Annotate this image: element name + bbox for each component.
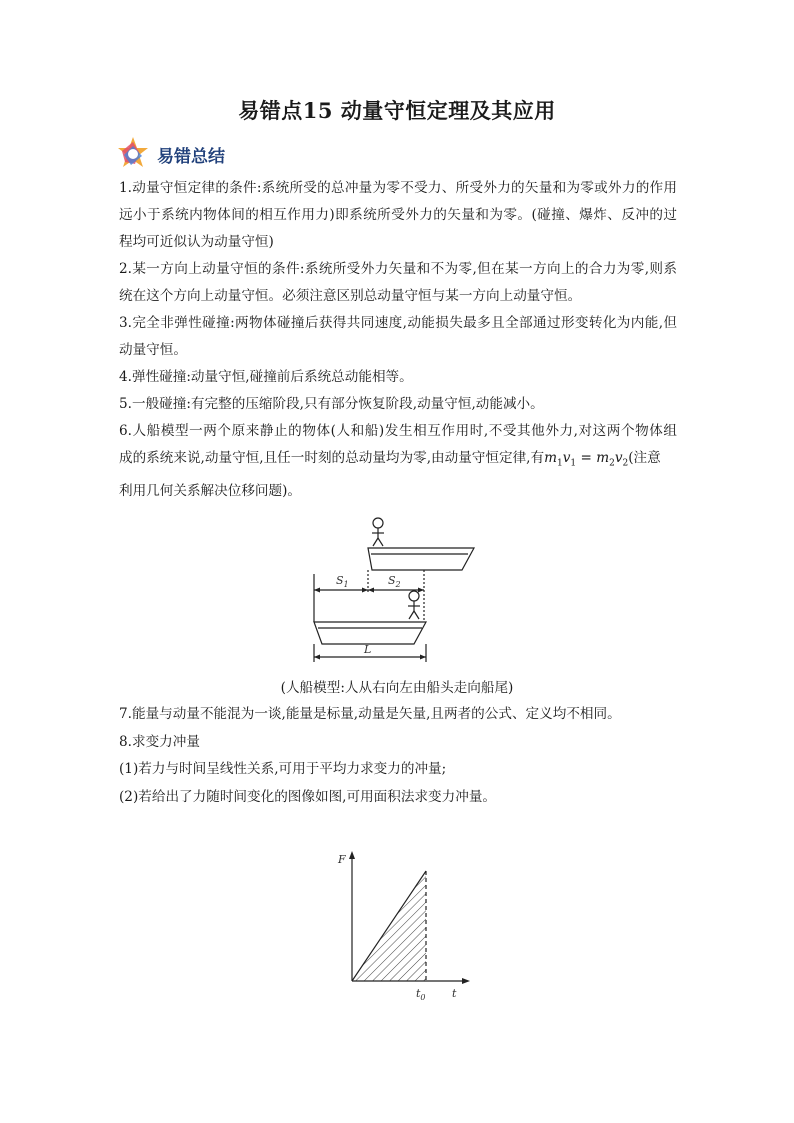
item-6-line-2 (119, 445, 677, 478)
label-s1: $S_1$ (336, 574, 349, 589)
x-axis-label: t (452, 987, 457, 1000)
label-length: L (364, 643, 372, 656)
item-1-line-2: 远小于系统内物体间的相互作用力)即系统所受外力的矢量和为零。(碰撞、爆炸、反冲的过 (119, 207, 677, 223)
t0-label: $t_0$ (416, 987, 426, 1002)
item-2-line-1: 2.某一方向上动量守恒的条件:系统所受外力矢量和不为零,但在某一方向上的合力为零,则系 (119, 261, 677, 277)
item-6-line-2-text: 成的系统来说,动量守恒,且任一时刻的总动量均为零,由动量守恒定律,有 (119, 450, 545, 466)
item-1-line-3: 程均可近似认为动量守恒) (119, 234, 274, 250)
section-label: 易错总结 (157, 146, 225, 167)
item-4: 4.弹性碰撞:动量守恒,碰撞前后系统总动能相等。 (119, 369, 413, 385)
item-2-line-2: 统在这个方向上动量守恒。必须注意区别总动量守恒与某一方向上动量守恒。 (119, 288, 582, 304)
item-3-line-2: 动量守恒。 (119, 342, 187, 358)
page-title: 易错点15 动量守恒定理及其应用 (238, 98, 556, 123)
item-8-sub-1: (1)若力与时间呈线性关系,可用于平均力求变力的冲量; (119, 761, 447, 777)
summary-list (119, 175, 677, 505)
boat-figure-caption: (人船模型:人从右向左由船头走向船尾) (280, 680, 514, 696)
y-axis-label: F (338, 853, 346, 866)
star-badge-icon (115, 136, 151, 172)
item-8: 8.求变力冲量 (119, 733, 200, 750)
item-6-line-2-tail: (注意 (628, 450, 661, 466)
section-header (115, 136, 225, 172)
item-6-line-3: 利用几何关系解决位移问题)。 (119, 482, 302, 499)
item-1-line-1: 1.动量守恒定律的条件:系统所受的总冲量为零不受力、所受外力的矢量和为零或外力的作用 (119, 180, 677, 196)
item-8-sub-2: (2)若给出了力随时间变化的图像如图,可用面积法求变力冲量。 (119, 788, 497, 805)
item-6-line-1: 6.人船模型一两个原来静止的物体(人和船)发生相互作用时,不受其他外力,对这两个物体组 (119, 423, 677, 439)
item-7: 7.能量与动量不能混为一谈,能量是标量,动量是矢量,且两者的公式、定义均不相同。 (119, 706, 621, 722)
item-5: 5.一般碰撞:有完整的压缩阶段,只有部分恢复阶段,动量守恒,动能减小。 (119, 396, 544, 412)
label-s2: $S_2$ (388, 574, 401, 589)
boat-model-figure (300, 512, 500, 672)
momentum-formula: $m_1v_1 = m_2v_2$ (544, 450, 629, 469)
summary-list-continued (119, 701, 677, 811)
item-3-line-1: 3.完全非弹性碰撞:两物体碰撞后获得共同速度,动能损失最多且全部通过形变转化为内能,但 (119, 315, 677, 331)
force-time-graph (330, 845, 480, 1005)
